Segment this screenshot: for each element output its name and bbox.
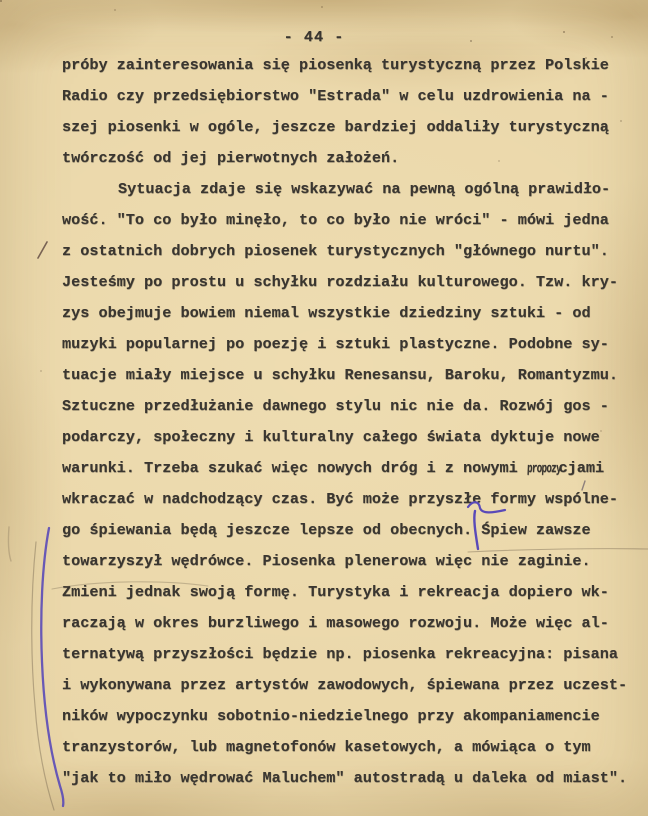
inserted-word: propozy bbox=[526, 462, 561, 477]
text-line bbox=[62, 515, 637, 546]
text-line bbox=[62, 701, 637, 732]
line-text: Zmieni jednak swoją formę. Turystyka i rekreacja dopiero wk- bbox=[62, 583, 609, 601]
paper-specks bbox=[0, 0, 2, 2]
text-line bbox=[62, 453, 637, 484]
text-line bbox=[62, 50, 637, 81]
text-line bbox=[62, 670, 637, 701]
line-text: wość. "To co było minęło, to co było nie wróci" - mówi jedna bbox=[62, 211, 609, 229]
text-line bbox=[62, 391, 637, 422]
text-line bbox=[62, 81, 637, 112]
text-line bbox=[62, 205, 637, 236]
line-text: warunki. Trzeba szukać więc nowych dróg i z nowymi bbox=[62, 459, 527, 477]
text-line bbox=[62, 546, 637, 577]
text-line bbox=[62, 484, 637, 515]
text-line bbox=[62, 267, 637, 298]
text-line bbox=[62, 174, 637, 205]
line-text: wkraczać w nadchodzący czas. Być może przyszłe formy wspólne- bbox=[62, 490, 618, 508]
line-text: Sztuczne przedłużanie dawnego stylu nic nie da. Rozwój gos - bbox=[62, 397, 609, 415]
line-text: ternatywą przyszłości będzie np. piosenka rekreacyjna: pisana bbox=[62, 645, 618, 663]
text-line bbox=[62, 422, 637, 453]
line-text: Radio czy przedsiębiorstwo "Estrada" w celu uzdrowienia na - bbox=[62, 87, 609, 105]
line-text: tuacje miały miejsce u schyłku Renesansu, Baroku, Romantyzmu. bbox=[62, 366, 618, 384]
line-text: zys obejmuje bowiem niemal wszystkie dziedziny sztuki - od bbox=[62, 304, 591, 322]
line-text: ników wypoczynku sobotnio-niedzielnego przy akompaniamencie bbox=[62, 707, 600, 725]
line-text: z ostatnich dobrych piosenek turystycznych "głównego nurtu". bbox=[62, 242, 609, 260]
line-text: towarzyszył wędrówce. Piosenka plenerowa więc nie zaginie. bbox=[62, 552, 591, 570]
line-text: próby zainteresowania się piosenką turystyczną przez Polskie bbox=[62, 56, 609, 74]
line-text: tranzystorów, lub magnetofonów kasetowych, a mówiąca o tym bbox=[62, 738, 591, 756]
line-text: i wykonywana przez artystów zawodowych, śpiewana przez uczest- bbox=[62, 676, 628, 694]
line-text: "jak to miło wędrować Maluchem" autostradą u daleka od miast". bbox=[62, 769, 628, 787]
line-text: go śpiewania będą jeszcze lepsze od obecnych. Śpiew zawsze bbox=[62, 521, 591, 539]
line-text: raczają w okres burzliwego i masowego rozwoju. Może więc al- bbox=[62, 614, 609, 632]
text-lines bbox=[62, 50, 637, 794]
text-line bbox=[62, 143, 637, 174]
text-line bbox=[62, 329, 637, 360]
text-line bbox=[62, 639, 637, 670]
line-text: szej piosenki w ogóle, jeszcze bardziej oddaliły turystyczną bbox=[62, 118, 609, 136]
text-line bbox=[62, 298, 637, 329]
line-text: cjami bbox=[558, 459, 605, 477]
line-text: Sytuacja zdaje się wskazywać na pewną ogólną prawidło- bbox=[118, 180, 611, 198]
line-text: twórczość od jej pierwotnych założeń. bbox=[62, 149, 400, 167]
line-text: muzyki popularnej po poezję i sztuki plastyczne. Podobne sy- bbox=[62, 335, 609, 353]
text-line bbox=[62, 360, 637, 391]
line-text: Jesteśmy po prostu u schyłku rozdziału kulturowego. Tzw. kry- bbox=[62, 273, 618, 291]
line-text: podarczy, społeczny i kulturalny całego świata dyktuje nowe bbox=[62, 428, 600, 446]
text-line bbox=[62, 236, 637, 267]
text-line bbox=[62, 577, 637, 608]
page-number: - 44 - bbox=[283, 28, 345, 46]
text-line bbox=[62, 112, 637, 143]
text-line bbox=[62, 763, 637, 794]
text-line bbox=[62, 608, 637, 639]
text-line bbox=[62, 732, 637, 763]
